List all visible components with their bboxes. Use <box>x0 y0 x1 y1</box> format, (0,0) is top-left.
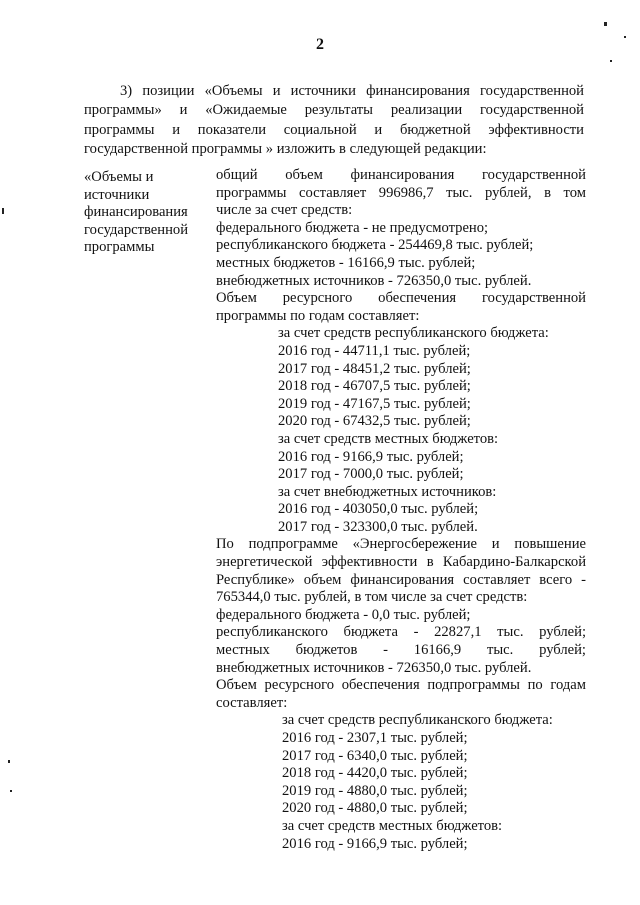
content-line: федерального бюджета - 0,0 тыс. рублей; <box>216 606 471 623</box>
content-line: 2018 год - 46707,5 тыс. рублей; <box>278 378 471 395</box>
content-line: 2016 год - 2307,1 тыс. рублей; <box>282 730 468 746</box>
intro-line: программы и показатели социальной и бюджетной эффективности <box>84 121 584 138</box>
content-line: энергетической эффективности в Кабардино-Балкарской <box>216 554 586 571</box>
content-line: числе за счет средств: <box>216 202 353 219</box>
content-line: Республике» объем финансирования составляет всего - <box>216 571 586 588</box>
label-line: государственной <box>84 221 189 238</box>
scan-speck <box>624 36 626 38</box>
content-line: за счет внебюджетных источников: <box>278 483 497 500</box>
content-line: 2019 год - 47167,5 тыс. рублей; <box>278 395 471 412</box>
content-line: местных бюджетов - 16166,9 тыс. рублей; <box>216 642 586 659</box>
intro-line: 3) позиции «Объемы и источники финансирования государственной <box>120 83 584 99</box>
content-line: 2017 год - 7000,0 тыс. рублей; <box>278 466 464 483</box>
content-line: республиканского бюджета - 22827,1 тыс. рублей; <box>216 624 586 641</box>
content-line: республиканского бюджета - 254469,8 тыс. рублей; <box>216 237 534 254</box>
content-line: 2016 год - 44711,1 тыс. рублей; <box>278 342 471 359</box>
content-line: 2017 год - 6340,0 тыс. рублей; <box>282 747 468 764</box>
content-line: за счет средств республиканского бюджета: <box>282 712 553 729</box>
scan-speck <box>2 208 4 214</box>
page-number: 2 <box>316 36 324 53</box>
content-line: 2017 год - 48451,2 тыс. рублей; <box>278 360 471 377</box>
content-line: 2016 год - 9166,9 тыс. рублей; <box>278 448 464 465</box>
content-line: 2020 год - 67432,5 тыс. рублей; <box>278 413 471 430</box>
content-line: за счет средств местных бюджетов: <box>278 430 499 447</box>
content-line: 2018 год - 4420,0 тыс. рублей; <box>282 765 468 782</box>
scan-speck <box>610 60 612 62</box>
position-label <box>84 169 214 257</box>
content-line: 2016 год - 9166,9 тыс. рублей; <box>282 835 468 852</box>
label-line: финансирования <box>84 204 188 221</box>
content-line: внебюджетных источников - 726350,0 тыс. рублей. <box>216 272 532 289</box>
intro-line: государственной программы » изложить в следующей редакции: <box>84 141 487 158</box>
position-content <box>216 167 586 853</box>
content-line: 2019 год - 4880,0 тыс. рублей; <box>282 782 468 799</box>
content-line: составляет: <box>216 694 288 711</box>
scan-speck <box>10 790 12 792</box>
content-line: программы по годам составляет: <box>216 307 420 324</box>
content-line: за счет средств местных бюджетов: <box>282 817 503 834</box>
content-line: программы составляет 996986,7 тыс. рублей, в том <box>216 184 586 201</box>
content-line: общий объем финансирования государственной <box>216 167 586 183</box>
content-line: внебюджетных источников - 726350,0 тыс. рублей. <box>216 659 532 676</box>
content-line: По подпрограмме «Энергосбережение и повышение <box>216 536 586 553</box>
intro-paragraph <box>84 82 584 160</box>
content-line: 2016 год - 403050,0 тыс. рублей; <box>278 501 479 518</box>
scan-speck <box>604 22 607 26</box>
content-line: 765344,0 тыс. рублей, в том числе за счет средств: <box>216 589 528 606</box>
content-line: 2020 год - 4880,0 тыс. рублей; <box>282 800 468 817</box>
content-line: 2017 год - 323300,0 тыс. рублей. <box>278 518 478 535</box>
content-line: Объем ресурсного обеспечения подпрограммы по годам <box>216 677 586 694</box>
scan-speck <box>8 760 10 763</box>
label-line: источники <box>84 186 150 203</box>
intro-line: программы» и «Ожидаемые результаты реализации государственной <box>84 102 584 119</box>
content-line: за счет средств республиканского бюджета: <box>278 325 549 342</box>
label-line: программы <box>84 239 155 256</box>
label-line: «Объемы и <box>84 169 154 185</box>
content-line: местных бюджетов - 16166,9 тыс. рублей; <box>216 254 476 271</box>
content-line: федерального бюджета - не предусмотрено; <box>216 219 489 236</box>
content-line: Объем ресурсного обеспечения государственной <box>216 290 586 307</box>
